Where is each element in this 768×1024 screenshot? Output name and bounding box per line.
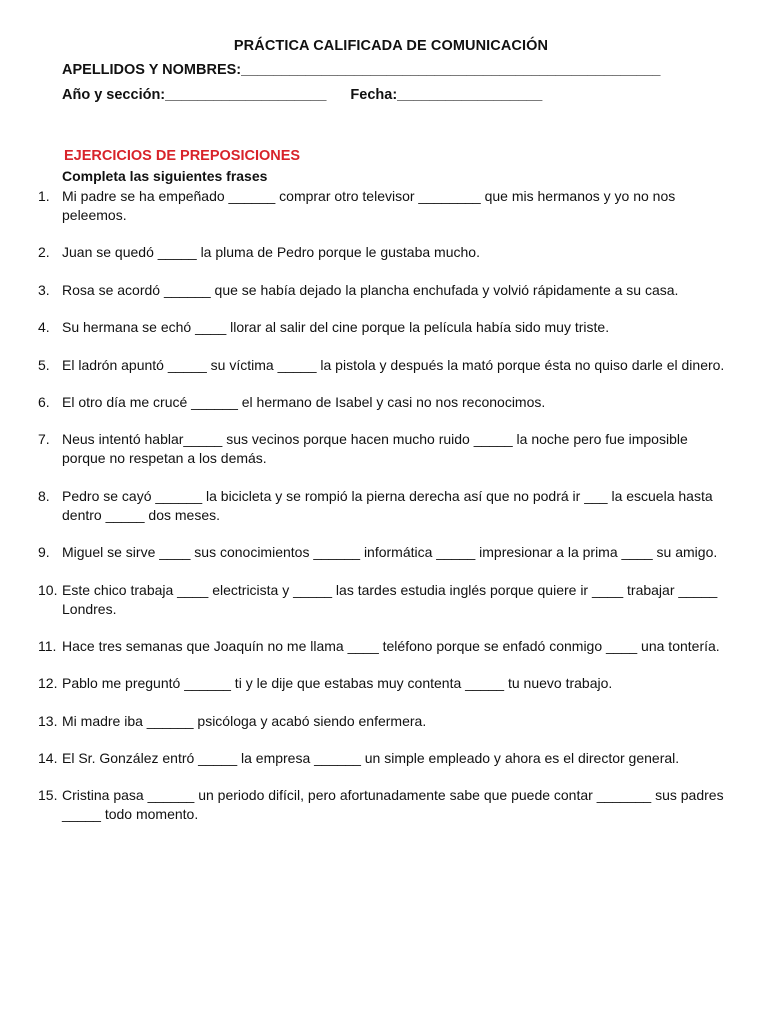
exercise-text: Este chico trabaja ____ electricista y _____ las tardes estudia inglés porque quiere ir ____ trabajar _____ Londres. bbox=[62, 581, 718, 617]
exercise-text: Pedro se cayó ______ la bicicleta y se rompió la pierna derecha así que no podrá ir ___ la escuela hasta dentro _____ dos meses. bbox=[62, 487, 713, 523]
exercise-number: 13. bbox=[38, 712, 58, 729]
exercise-text: El otro día me crucé ______ el hermano de Isabel y casi no nos reconocimos. bbox=[62, 393, 546, 410]
exercise-text: Su hermana se echó ____ llorar al salir del cine porque la película había sido muy triste. bbox=[62, 319, 610, 336]
exercise-number: 14. bbox=[38, 750, 58, 767]
exercise-number: 11. bbox=[38, 637, 57, 654]
exercise-text: Mi padre se ha empeñado ______ comprar otro televisor ________ que mis hermanos y yo no nos peleemos. bbox=[62, 188, 676, 223]
exercise-number: 3. bbox=[38, 281, 50, 298]
exercise-item bbox=[0, 356, 768, 375]
year-date-line bbox=[62, 87, 542, 103]
exercise-item bbox=[0, 318, 768, 337]
exercise-item bbox=[0, 543, 768, 562]
exercise-text: Miguel se sirve ____ sus conocimientos ______ informática _____ impresionar a la prima ____ su amigo. bbox=[62, 544, 718, 561]
exercise-number: 1. bbox=[38, 188, 50, 204]
exercise-text: El ladrón apuntó _____ su víctima _____ la pistola y después la mató porque ésta no quiso darle el dinero. bbox=[62, 356, 725, 373]
section-title: EJERCICIOS DE PREPOSICIONES bbox=[64, 148, 301, 164]
instructions: Completa las siguientes frases bbox=[62, 168, 268, 184]
exercise-text: Neus intentó hablar_____ sus vecinos porque hacen mucho ruido _____ la noche pero fue imposible porque no respetan a los demás. bbox=[62, 431, 688, 467]
exercise-text: Pablo me preguntó ______ ti y le dije que estabas muy contenta _____ tu nuevo trabajo. bbox=[62, 675, 613, 692]
exercise-item bbox=[0, 487, 768, 525]
exercise-number: 7. bbox=[38, 431, 50, 448]
exercise-text: Mi madre iba ______ psicóloga y acabó siendo enfermera. bbox=[62, 712, 427, 729]
exercise-number: 10. bbox=[38, 581, 58, 598]
exercise-number: 12. bbox=[38, 675, 58, 692]
exercise-item bbox=[0, 581, 768, 619]
exercise-number: 2. bbox=[38, 244, 50, 261]
exercise-item bbox=[0, 187, 768, 225]
exercise-item bbox=[0, 393, 768, 412]
exercise-item bbox=[0, 637, 768, 656]
exercise-number: 6. bbox=[38, 393, 50, 410]
exercise-item bbox=[0, 749, 768, 768]
names-line: APELLIDOS Y NOMBRES:____________________________________________________ bbox=[62, 62, 661, 78]
page-title: PRÁCTICA CALIFICADA DE COMUNICACIÓN bbox=[233, 38, 549, 54]
exercise-text: Cristina pasa ______ un periodo difícil, pero afortunadamente sabe que puede contar _______ sus padres _____ todo momento. bbox=[62, 787, 724, 823]
exercise-text: Hace tres semanas que Joaquín no me llama ____ teléfono porque se enfadó conmigo ____ una tontería. bbox=[62, 637, 720, 654]
exercise-text: El Sr. González entró _____ la empresa ______ un simple empleado y ahora es el director general. bbox=[62, 750, 680, 767]
exercise-number: 15. bbox=[38, 787, 58, 804]
year-section-field: Año y sección:____________________ bbox=[62, 87, 327, 103]
exercise-item bbox=[0, 712, 768, 731]
exercise-number: 8. bbox=[38, 487, 50, 504]
exercise-number: 9. bbox=[38, 544, 50, 561]
date-field: Fecha:__________________ bbox=[350, 87, 543, 103]
exercise-item bbox=[0, 674, 768, 693]
exercise-number: 5. bbox=[38, 356, 50, 373]
exercise-item bbox=[0, 786, 768, 824]
exercise-text: Juan se quedó _____ la pluma de Pedro porque le gustaba mucho. bbox=[62, 244, 480, 261]
exercise-item bbox=[0, 281, 768, 300]
exercise-item bbox=[0, 430, 768, 468]
exercise-text: Rosa se acordó ______ que se había dejado la plancha enchufada y volvió rápidamente a su casa. bbox=[62, 281, 679, 298]
exercise-item bbox=[0, 243, 768, 262]
exercise-number: 4. bbox=[38, 319, 50, 336]
exercise-list bbox=[0, 187, 768, 843]
